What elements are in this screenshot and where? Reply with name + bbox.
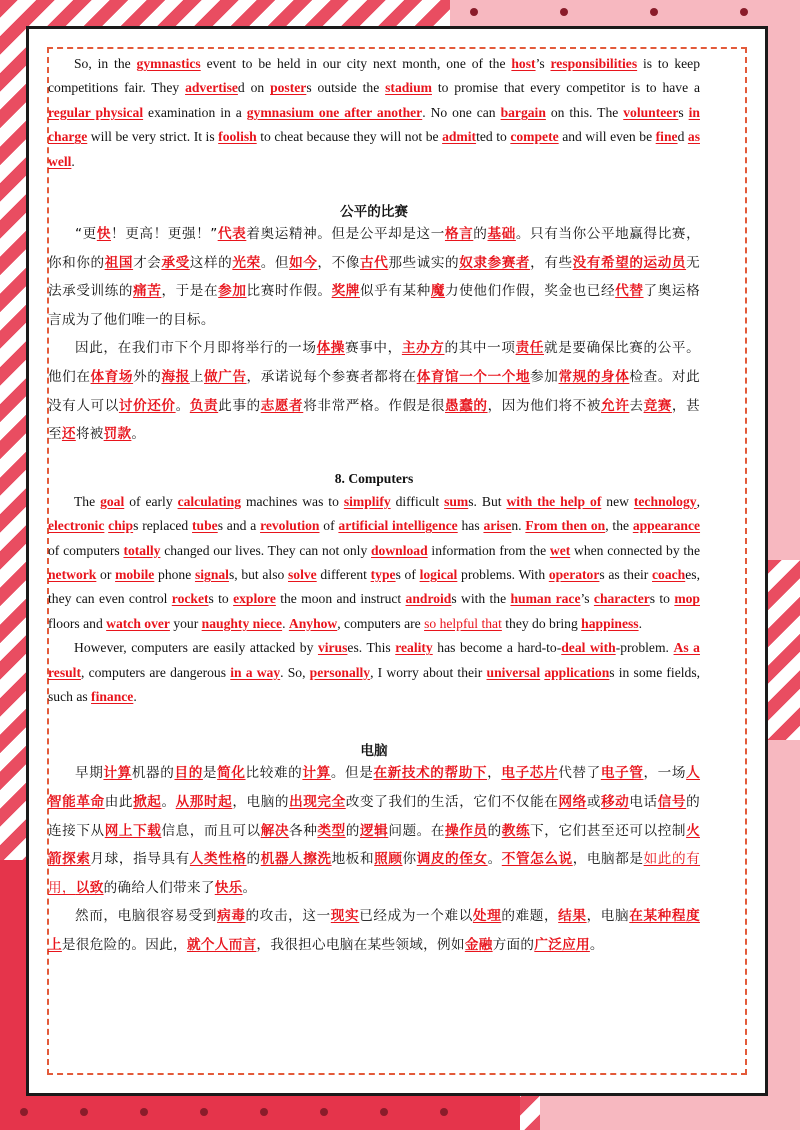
polka-dot [260,1108,268,1116]
polka-dot [740,8,748,16]
vocab-highlight: 快 [96,226,112,243]
vocab-highlight: From then on [525,518,606,534]
paragraph: However, computers are easily attacked by viruses. This reality has become a hard-to-deal with-problem. As a result, computers are dangerous in a way. So, personally, I worry about their universal applications in some fields, such as finance. [48,640,701,705]
document-content [48,52,700,960]
vocab-highlight: responsibilities [550,56,638,71]
vocab-highlight: download [371,542,428,558]
vocab-highlight: poster [270,80,307,96]
vocab-highlight: 逻辑 [359,822,389,839]
vocab-highlight: 就个人而言 [186,937,257,953]
vocab-highlight: 金融 [464,937,493,953]
vocab-highlight: character [593,591,650,607]
vocab-highlight: As a result [48,640,700,680]
vocab-highlight: 以致 [75,879,104,896]
vocab-highlight: 基础 [487,226,516,243]
vocab-highlight: foolish [218,129,257,145]
vocab-highlight: simplify [343,493,391,509]
vocab-highlight: 人智能革命 [48,765,701,811]
polka-dot [560,8,568,16]
vocab-highlight: 病毒 [217,908,246,925]
vocab-highlight: host [511,56,536,71]
passage-computer-zh [48,759,700,959]
passage-computers-en [48,490,700,710]
vocab-highlight: 机器人擦洗 [260,851,332,868]
vocab-highlight: admit [442,129,477,145]
vocab-highlight: sum [444,493,469,509]
vocab-highlight: type [370,567,396,582]
vocab-highlight: 体育场 [90,369,134,385]
vocab-highlight: happiness [581,615,639,631]
vocab-highlight: 网上下载 [104,822,162,839]
vocab-highlight: goal [100,493,125,509]
vocab-highlight: 主办方 [401,340,445,357]
vocab-highlight: regular physical [48,104,144,120]
vocab-highlight: application [544,664,610,680]
vocab-highlight: 奴隶参赛者 [459,254,531,271]
vocab-highlight: solve [288,567,317,582]
vocab-highlight: 体育馆一个一个地 [416,369,531,385]
vocab-highlight: 电子芯片 [501,765,559,782]
polka-dot [140,1108,148,1116]
paragraph: 因此，在我们市下个月即将举行的一场体操赛事中，主办方的其中一项责任就是要确保比赛的公平。他们在体育场外的海报上做广告，承诺说每个参赛者都将在体育馆一个一个地参加常规的身体检查。对此没有人可以讨价还价。负责此事的志愿者将非常严格。作假是很愚蠢的，因为他们将不被允许去竞赛，甚至还将被罚款。 [48,340,700,443]
vocab-highlight: 计算 [302,765,331,782]
vocab-highlight: calculating [177,493,241,509]
paragraph: 然而，电脑很容易受到病毒的攻击，这一现实已经成为一个难以处理的难题，结果，电脑在某种程度上是很危险的。因此，就个人而言，我很担心电脑在某些领域，例如金融方面的广泛应用。 [48,908,700,953]
vocab-highlight: 结果 [558,908,587,925]
vocab-highlight: 负责 [189,397,219,414]
paragraph: So, in the gymnastics event to be held in our city next month, one of the host’s responsibilities is to keep competitions fair. They advertised on posters outside the stadium to promise that every competitor is to have a regular physical examination in a gymnasium one after another. No one can bargain on this. The volunteers in charge will be very strict. It is foolish to cheat because they will not be admitted to compete and will even be fined as well. [48,56,701,169]
polka-dot [380,1108,388,1116]
vocab-highlight: logical [419,567,458,582]
vocab-highlight: 不管怎么说 [501,851,573,868]
vocab-highlight: 广泛应用 [534,937,590,953]
vocab-highlight: coach [652,567,686,582]
vocab-highlight: signal [194,567,229,582]
vocab-highlight: 海报 [161,369,190,385]
vocab-highlight: 类型 [317,822,346,839]
vocab-highlight: 如此的有用， [48,851,701,896]
vocab-highlight: 掀起 [133,794,162,811]
vocab-highlight: 从那时起 [175,794,233,811]
vocab-highlight: wet [549,542,571,558]
vocab-highlight: universal [486,664,541,680]
vocab-highlight: 讨价还价 [118,397,176,414]
vocab-highlight: 人类性格 [189,851,247,868]
polka-dot [20,1108,28,1116]
vocab-highlight: 没有希望的运动员 [572,254,687,271]
vocab-highlight: human race [510,591,581,607]
vocab-highlight: 操作员 [445,822,488,839]
polka-dot [470,8,478,16]
vocab-highlight: 志愿者 [260,397,304,414]
vocab-highlight: so helpful that [424,615,502,631]
vocab-highlight: arise [483,518,512,534]
vocab-highlight: 处理 [472,908,502,925]
vocab-highlight: 参加 [218,283,247,300]
vocab-highlight: advertise [185,80,238,96]
vocab-highlight: in a way [230,664,281,680]
vocab-highlight: 格言 [444,226,474,243]
vocab-highlight: android [405,591,452,607]
vocab-highlight: with the help of [506,493,602,509]
vocab-highlight: 计算 [103,765,132,782]
vocab-highlight: 允许 [601,397,630,414]
vocab-highlight: 调皮的侄女 [416,851,488,868]
vocab-highlight: naughty niece [201,615,283,631]
vocab-highlight: 愚蠢的 [445,397,488,414]
vocab-highlight: 痛苦 [133,283,162,300]
vocab-highlight: 教练 [501,822,531,839]
vocab-highlight: deal with [561,640,616,656]
vocab-highlight: reality [395,640,433,656]
vocab-highlight: 出现完全 [289,794,346,811]
vocab-highlight: volunteer [623,104,679,120]
vocab-highlight: 代替 [615,283,644,300]
vocab-highlight: virus [317,640,348,656]
vocab-highlight: 做广告 [204,369,247,385]
vocab-highlight: electronic [48,518,105,534]
vocab-highlight: 移动 [601,794,630,811]
vocab-highlight: tube [192,518,218,534]
vocab-highlight: mobile [115,567,155,582]
vocab-highlight: 电子管 [600,765,644,782]
vocab-highlight: 承受 [161,254,190,271]
vocab-highlight: technology [633,493,697,509]
vocab-highlight: 在某种程度上 [48,908,700,953]
vocab-highlight: 网络 [558,794,587,811]
vocab-highlight: operator [548,567,600,582]
vocab-highlight: mop [674,591,700,607]
paragraph: “更快！更高！更强！”代表着奥运精神。但是公平却是这一格言的基础。只有当你公平地赢得比赛，你和你的祖国才会承受这样的光荣。但如今，不像古代那些诚实的奴隶参赛者，有些没有希望的运动员无法承受训练的痛苦，于是在参加比赛时作假。奖牌似乎有某种魔力使他们作假，奖金也已经代替了奥运格言成为了他们唯一的目标。 [48,226,700,328]
section-title-zh-computer: 电脑 [360,743,388,760]
vocab-highlight: 光荣 [232,254,261,271]
vocab-highlight: 魔 [430,283,446,300]
vocab-highlight: revolution [260,518,320,534]
vocab-highlight: 竞赛 [643,397,672,414]
polka-dot [650,8,658,16]
vocab-highlight: 目的 [174,765,203,782]
vocab-highlight: bargain [500,104,546,120]
passage-fair-competition-zh [48,220,700,449]
vocab-highlight: 简化 [217,765,246,782]
vocab-highlight: rocket [171,591,209,607]
vocab-highlight: 如今 [289,254,318,271]
vocab-highlight: personally [309,664,371,680]
vocab-highlight: stadium [385,80,432,96]
paragraph: The goal of early calculating machines was to simplify difficult sums. But with the help of new technology, electronic chips replaced tubes and a revolution of artificial intelligence has arisen. From then on, the appearance of computers totally changed our lives. They can not only download information from the wet when connected by the network or mobile phone signals, but also solve different types of logical problems. With operators as their coaches, they can even control rockets to explore the moon and instruct androids with the human race’s characters to mop floors and watch over your naughty niece. Anyhow, computers are so helpful that they do bring happiness. [48,493,701,631]
section-title-computers: 8. Computers [334,470,414,486]
vocab-highlight: totally [123,542,161,558]
vocab-highlight: 在新技术的帮助下 [373,765,488,782]
vocab-highlight: in charge [48,104,700,145]
vocab-highlight: 快乐 [214,879,243,896]
vocab-highlight: gymnasium one after another [246,104,423,120]
vocab-highlight: explore [233,591,276,607]
vocab-highlight: 火箭探索 [48,822,700,868]
vocab-highlight: 解决 [260,822,290,839]
vocab-highlight: 常规的身体 [558,369,630,385]
vocab-highlight: fine [655,129,678,145]
polka-dot [440,1108,448,1116]
section-title-zh-fair-competition: 公平的比赛 [340,204,408,221]
vocab-highlight: 奖牌 [331,283,360,300]
vocab-highlight: 体操 [316,340,346,357]
vocab-highlight: 照顾 [374,851,403,868]
polka-dot [200,1108,208,1116]
paragraph: 早期计算机器的目的是简化比较难的计算。但是在新技术的帮助下，电子芯片代替了电子管，一场人智能革命由此掀起。从那时起，电脑的出现完全改变了我们的生活，它们不仅能在网络或移动电话信号的连接下从网上下载信息，而且可以解决各种类型的逻辑问题。在操作员的教练下，它们甚至还可以控制火箭探索月球，指导具有人类性格的机器人擦洗地板和照顾你调皮的侄女。不管怎么说，电脑都是如此的有用，以致的确给人们带来了快乐。 [48,765,701,896]
vocab-highlight: network [48,567,97,582]
vocab-highlight: 古代 [359,254,389,271]
vocab-highlight: 还 [61,426,76,443]
vocab-highlight: 代表 [217,226,247,243]
vocab-highlight: artificial intelligence [338,518,458,534]
polka-dot [320,1108,328,1116]
vocab-highlight: 信号 [657,794,687,811]
vocab-highlight: compete [510,129,559,145]
polka-dot [80,1108,88,1116]
vocab-highlight: appearance [632,518,701,534]
vocab-highlight: 罚款 [103,426,132,443]
vocab-highlight: finance [91,689,134,705]
vocab-highlight: gymnastics [136,56,201,71]
vocab-highlight: 现实 [330,908,360,925]
vocab-highlight: watch over [106,615,170,631]
vocab-highlight: 责任 [515,340,544,357]
vocab-highlight: as well [48,129,700,169]
vocab-highlight: 祖国 [104,254,134,271]
vocab-highlight: chip [108,518,134,534]
passage-gymnastics-en [48,52,700,174]
vocab-highlight: Anyhow [288,615,338,631]
